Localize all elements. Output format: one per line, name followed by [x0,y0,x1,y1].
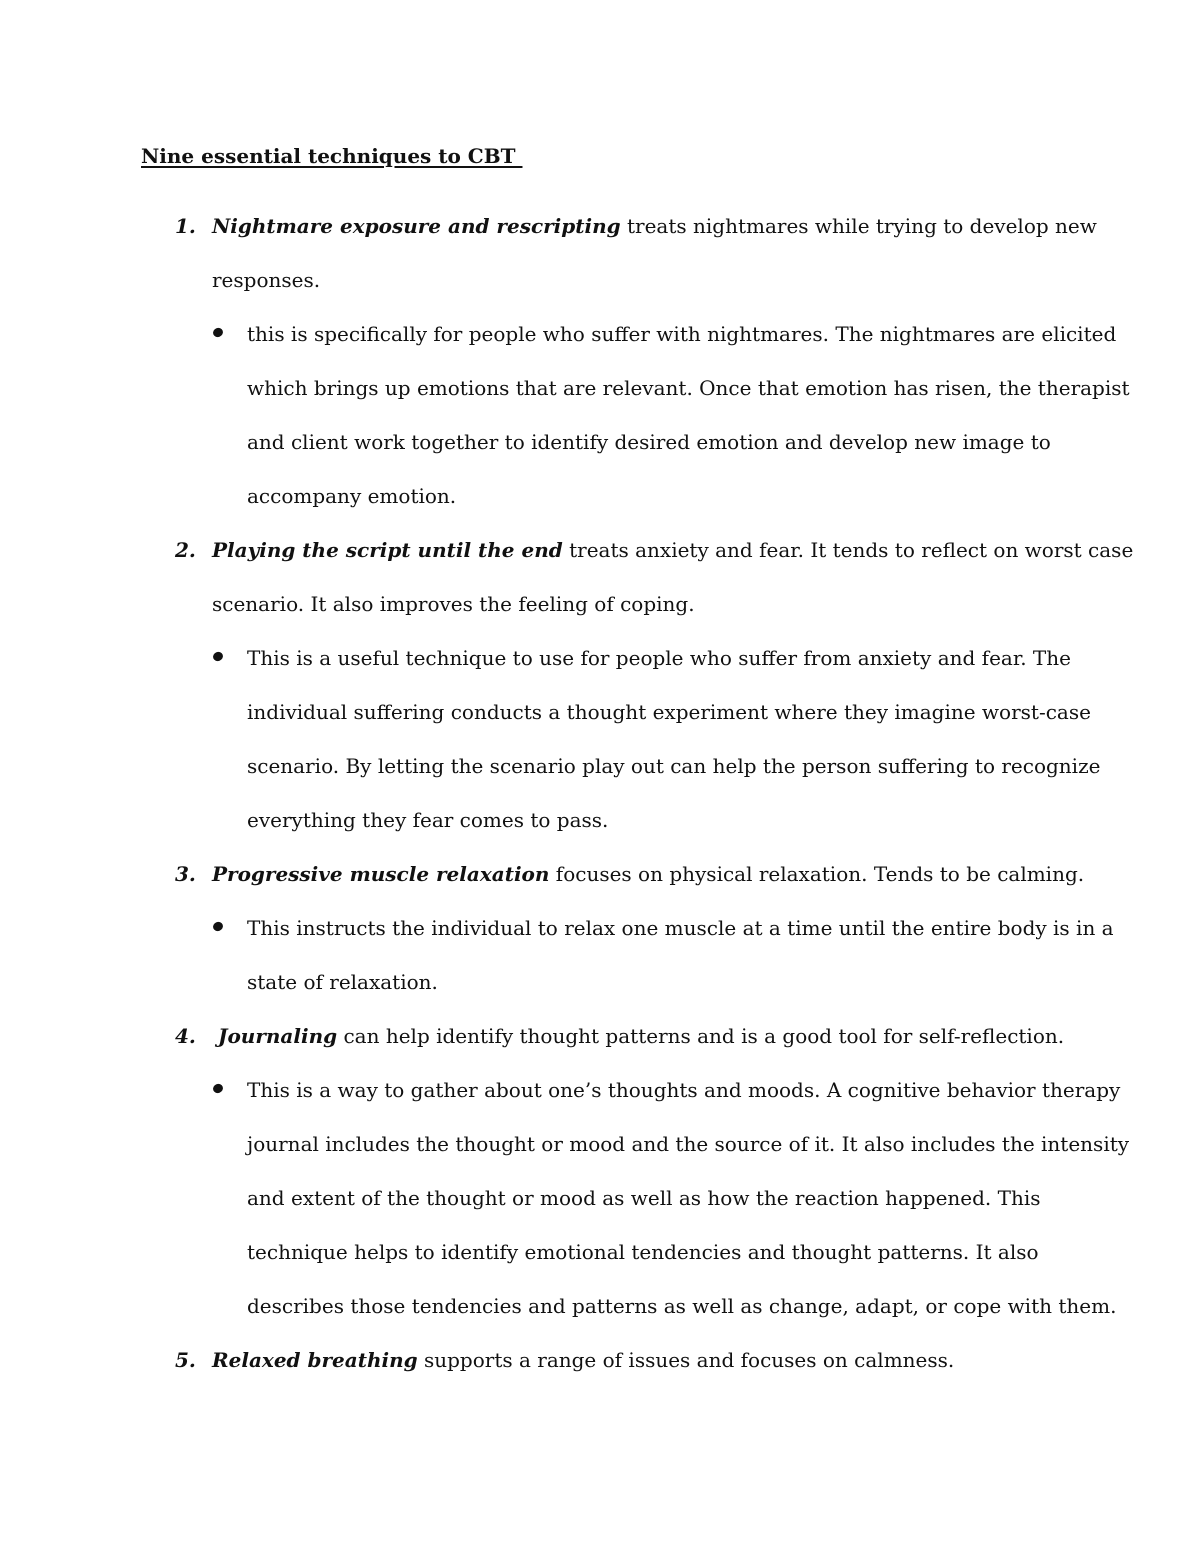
bullet-1-line-4: accompany emotion. [247,484,457,508]
bullet-2-line-3: scenario. By letting the scenario play out can help the person suffering to recognize [247,754,1101,778]
item-2-description-cont: scenario. It also improves the feeling of coping. [212,592,695,616]
list-item-2 [212,535,1133,565]
bullet-1-line-3: and client work together to identify desired emotion and develop new image to [247,430,1051,454]
term-relaxed-breathing: Relaxed breathing [212,1348,418,1372]
bullet-1-line-2: which brings up emotions that are relevant. Once that emotion has risen, the therapist [247,376,1130,400]
list-number-1: 1. [175,214,196,238]
bullet-2-line-2: individual suffering conducts a thought experiment where they imagine worst-case [247,700,1091,724]
bullet-1-line-1: this is specifically for people who suffer with nightmares. The nightmares are elicited [247,322,1117,346]
item-1-description-cont: responses. [212,268,321,292]
list-item-4 [218,1021,1064,1051]
item-3-description: focuses on physical relaxation. Tends to be calming. [549,862,1085,886]
bullet-icon [212,1083,224,1095]
list-number-4: 4. [175,1024,196,1048]
bullet-4-line-4: technique helps to identify emotional tendencies and thought patterns. It also [247,1240,1039,1264]
list-item-1 [212,211,1097,241]
document-title: Nine essential techniques to CBT [141,144,523,168]
list-item-3 [212,859,1084,889]
bullet-2-line-1: This is a useful technique to use for people who suffer from anxiety and fear. The [247,646,1071,670]
list-number-2: 2. [175,538,196,562]
item-1-description: treats nightmares while trying to develop new [620,214,1097,238]
term-journaling: Journaling [218,1024,338,1048]
bullet-3-line-1: This instructs the individual to relax one muscle at a time until the entire body is in a [247,916,1114,940]
list-item-5 [212,1345,954,1375]
term-progressive-muscle-relaxation: Progressive muscle relaxation [212,862,550,886]
bullet-4-line-2: journal includes the thought or mood and the source of it. It also includes the intensity [247,1132,1130,1156]
bullet-icon [212,327,224,339]
term-playing-the-script: Playing the script until the end [212,538,563,562]
list-number-5: 5. [175,1348,196,1372]
bullet-2-line-4: everything they fear comes to pass. [247,808,609,832]
term-nightmare-exposure: Nightmare exposure and rescripting [212,214,621,238]
bullet-4-line-3: and extent of the thought or mood as well as how the reaction happened. This [247,1186,1041,1210]
bullet-icon [212,651,224,663]
bullet-3-line-2: state of relaxation. [247,970,438,994]
item-2-description: treats anxiety and fear. It tends to reflect on worst case [562,538,1134,562]
bullet-4-line-1: This is a way to gather about one’s thoughts and moods. A cognitive behavior therapy [247,1078,1121,1102]
item-4-description: can help identify thought patterns and is a good tool for self-reflection. [337,1024,1065,1048]
item-5-description: supports a range of issues and focuses on calmness. [417,1348,955,1372]
bullet-icon [212,921,224,933]
list-number-3: 3. [175,862,196,886]
bullet-4-line-5: describes those tendencies and patterns as well as change, adapt, or cope with them. [247,1294,1117,1318]
